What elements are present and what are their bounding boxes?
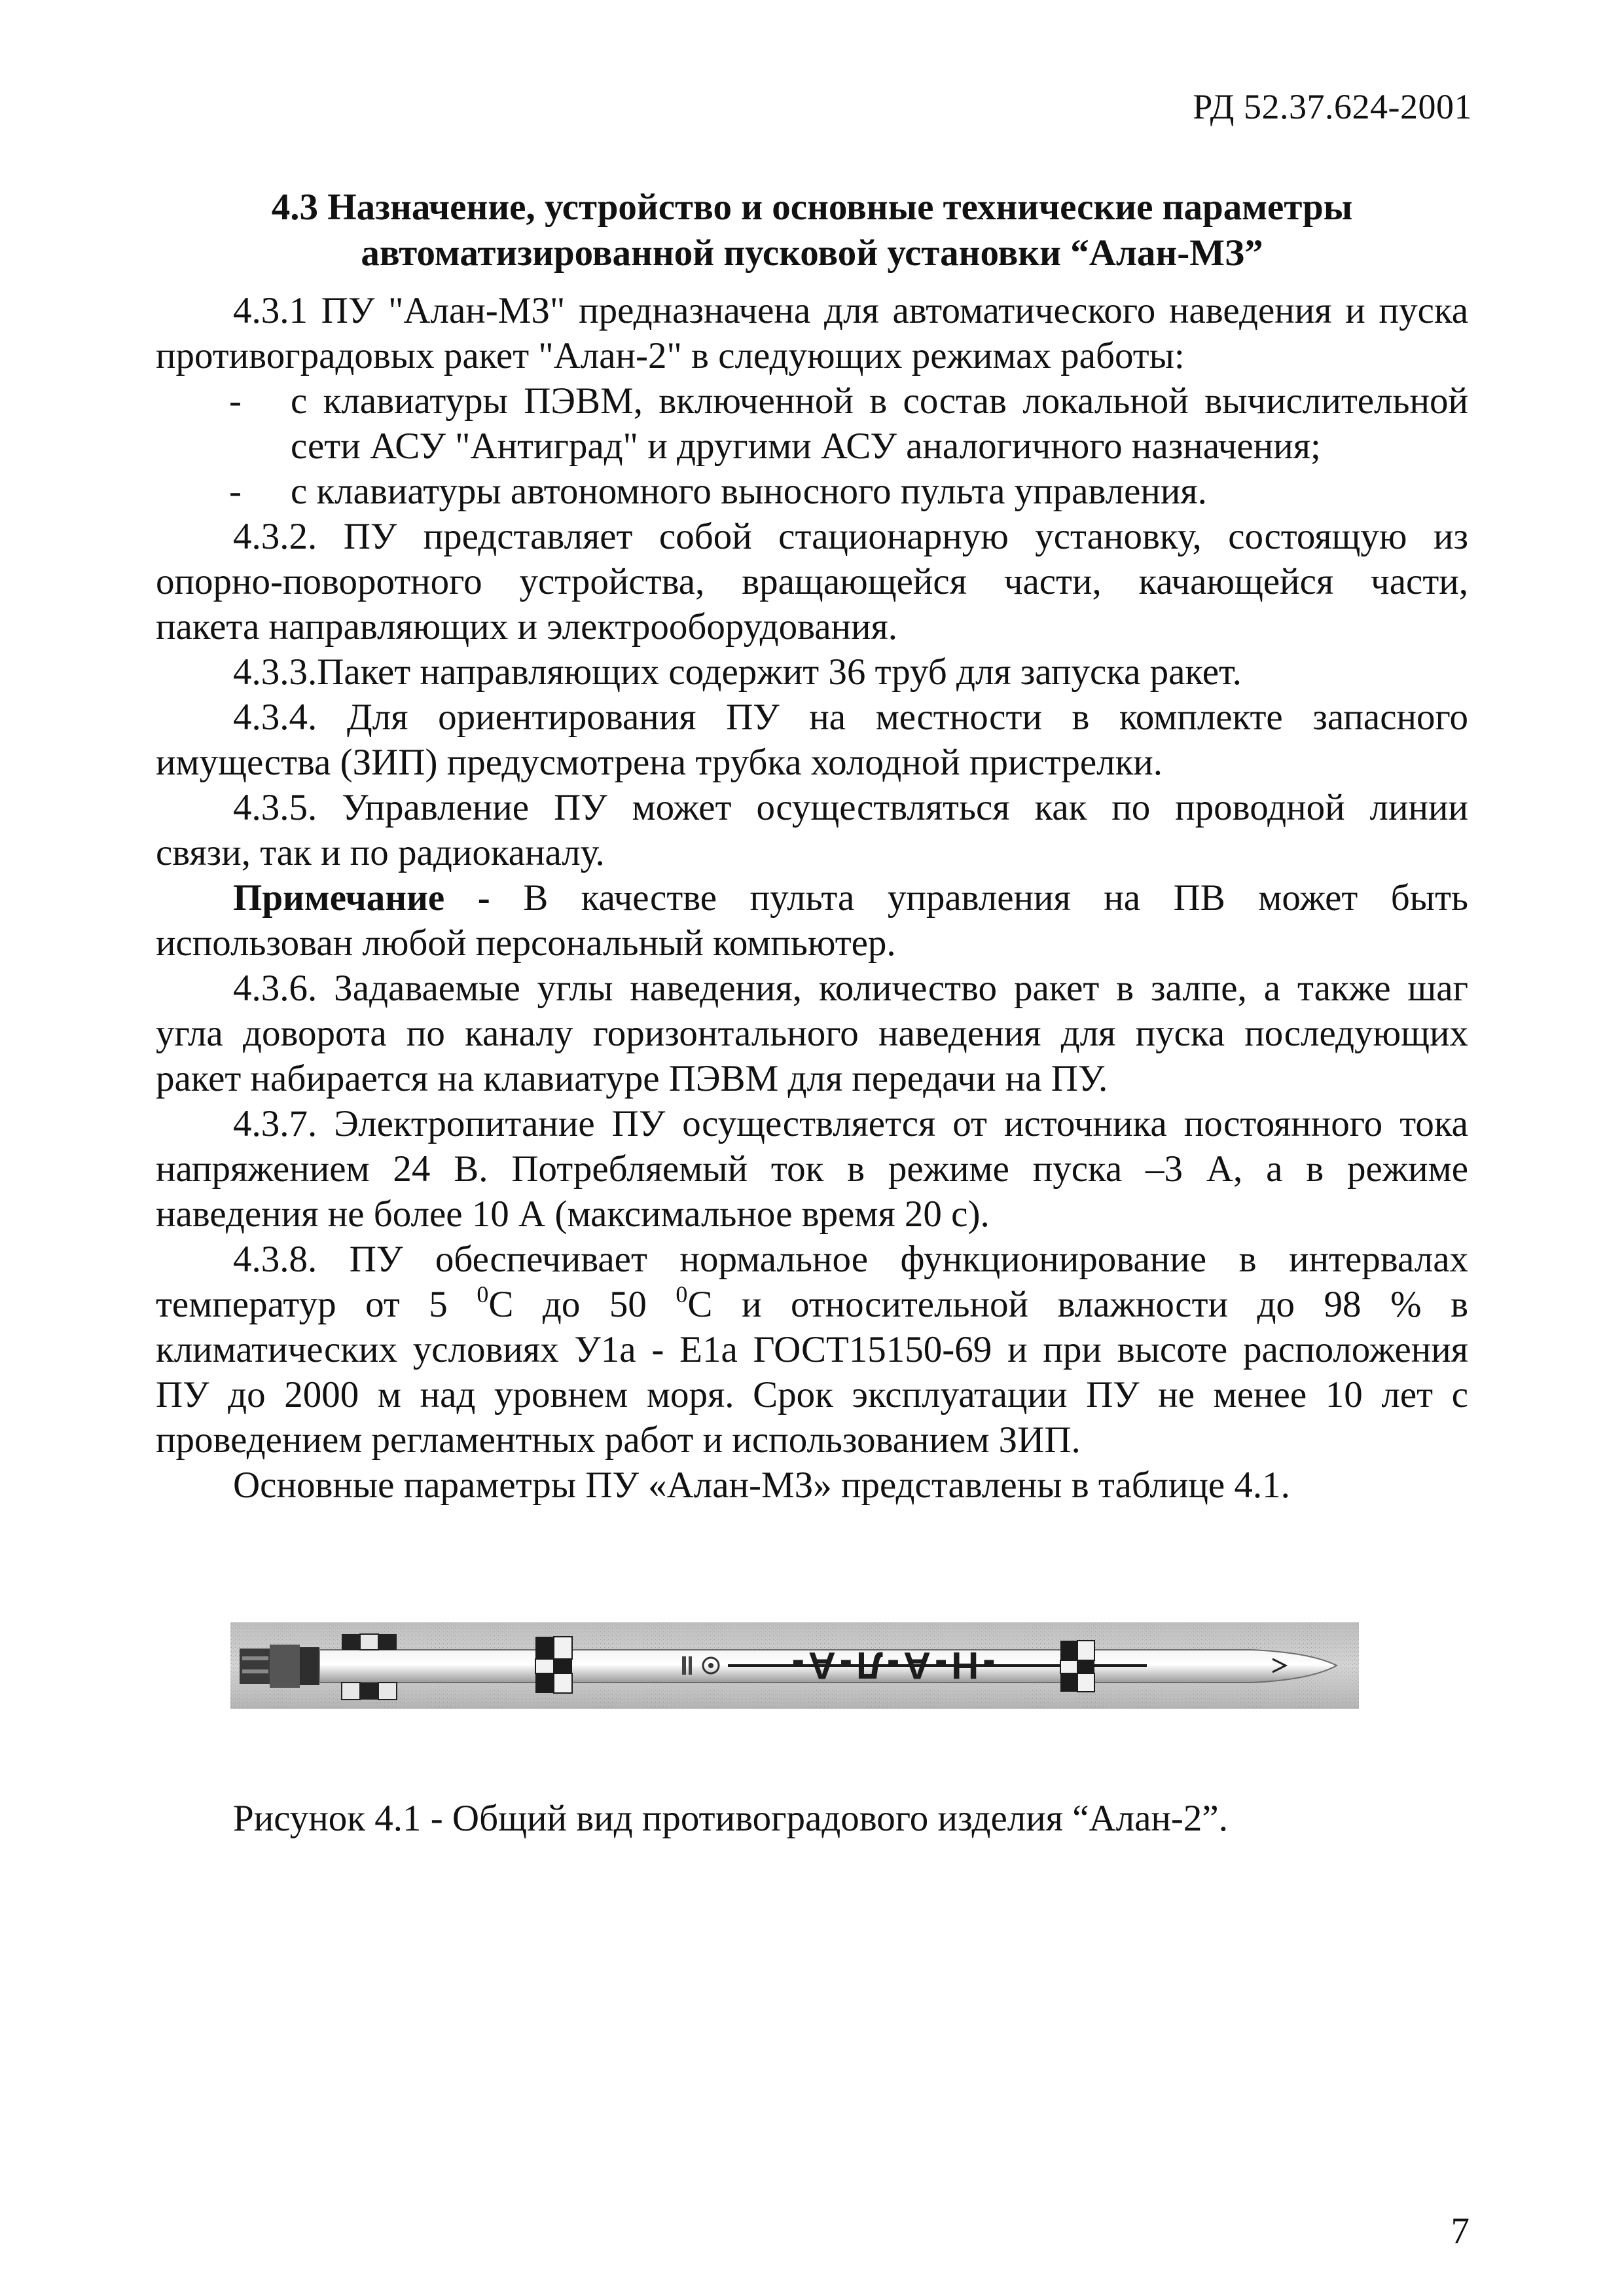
text-line: 4.3.8. ПУ обеспечивает нормальное функционирование в интервалах <box>233 1239 1468 1280</box>
note-paragraph <box>156 875 1468 966</box>
text-line: проведением регламентных работ и использованием ЗИП. <box>156 1419 1081 1461</box>
list-item <box>156 469 1468 514</box>
bullet-dash: - <box>229 380 242 422</box>
text-line: 4.3.6. Задаваемые углы наведения, количество ракет в залпе, а также шаг <box>233 968 1468 1009</box>
paragraph-4-3-4 <box>156 695 1468 785</box>
text-line: с клавиатуры ПЭВМ, включенной в состав локальной вычислительной <box>291 380 1468 422</box>
page-number: 7 <box>1451 2210 1470 2251</box>
note-text: В качестве пульта управления на ПВ может быть <box>523 877 1469 919</box>
text-line: использован любой персональный компьютер. <box>156 922 896 964</box>
body-text <box>156 288 1468 1508</box>
text-fragment: температур от 5 <box>156 1284 477 1325</box>
bullet-dash: - <box>229 471 242 512</box>
text-line: климатических условиях У1а - Е1а ГОСТ15150-69 и при высоте расположения <box>156 1329 1468 1370</box>
text-line: связи, так и по радиоканалу. <box>156 832 605 873</box>
figure-caption: Рисунок 4.1 - Общий вид противоградового изделия “Алан-2”. <box>233 1798 1228 1839</box>
text-fragment: С до 50 <box>488 1284 676 1325</box>
rocket-marking-band-1 <box>535 1637 572 1693</box>
text-line: ПУ до 2000 м над уровнем моря. Срок эксплуатации ПУ не менее 10 лет с <box>156 1374 1468 1415</box>
text-line: опорно-поворотного устройства, вращающейся части, качающейся части, <box>156 561 1468 602</box>
list-item <box>156 378 1468 469</box>
note-label: Примечание - <box>233 877 490 919</box>
rocket-label: -Н-А-Л-А- <box>787 1644 996 1686</box>
text-line: 4.3.4. Для ориентирования ПУ на местности в комплекте запасного <box>233 697 1468 738</box>
text-line: наведения не более 10 А (максимальное время 20 с). <box>156 1194 990 1235</box>
text-line <box>156 875 1468 920</box>
degree-superscript: 0 <box>477 1281 489 1307</box>
text-line: 4.3.3.Пакет направляющих содержит 36 труб для запуска ракет. <box>233 651 1242 693</box>
text-line: 4.3.2. ПУ представляет собой стационарную установку, состоящую из <box>233 516 1468 557</box>
text-line: 4.3.7. Электропитание ПУ осуществляется от источника постоянного тока <box>233 1103 1468 1144</box>
section-title-line-1: 4.3 Назначение, устройство и основные технические параметры <box>271 187 1353 228</box>
paragraph-4-3-7 <box>156 1101 1468 1237</box>
text-line: имущества (ЗИП) предусмотрена трубка холодной пристрелки. <box>156 742 1163 783</box>
text-line: 4.3.1 ПУ "Алан-МЗ" предназначена для автоматического наведения и пуска <box>233 290 1468 331</box>
text-fragment: С и относительной влажности до 98 % в <box>687 1284 1468 1325</box>
text-line: 4.3.5. Управление ПУ может осуществляться как по проводной линии <box>233 787 1468 828</box>
text-line: пакета направляющих и электрооборудования. <box>156 606 898 647</box>
text-line: сети АСУ "Антиград" и другими АСУ аналогичного назначения; <box>291 426 1321 467</box>
text-line: напряжением 24 В. Потребляемый ток в режиме пуска –3 А, а в режиме <box>156 1148 1468 1190</box>
paragraph-4-3-8 <box>156 1237 1468 1463</box>
document-code: РД 52.37.624-2001 <box>1193 87 1472 126</box>
paragraph-4-3-5 <box>156 785 1468 875</box>
text-line <box>156 1282 1468 1327</box>
section-title <box>157 185 1467 276</box>
rocket-marking-band-2 <box>1060 1641 1094 1692</box>
section-title-line-2: автоматизированной пусковой установки “Алан-МЗ” <box>361 232 1263 274</box>
text-line: Основные параметры ПУ «Алан-МЗ» представлены в таблице 4.1. <box>233 1465 1290 1506</box>
paragraph-table-reference <box>156 1463 1468 1508</box>
text-line: противоградовых ракет "Алан-2" в следующих режимах работы: <box>156 335 1185 376</box>
degree-superscript: 0 <box>676 1281 688 1307</box>
text-line: угла доворота по каналу горизонтального наведения для пуска последующих <box>156 1013 1468 1054</box>
paragraph-4-3-3 <box>156 649 1468 695</box>
paragraph-4-3-1 <box>156 288 1468 378</box>
text-line: с клавиатуры автономного выносного пульта управления. <box>291 471 1207 512</box>
rocket-nozzle <box>240 1645 319 1688</box>
rocket-figure <box>230 1622 1359 1709</box>
paragraph-4-3-6 <box>156 966 1468 1101</box>
paragraph-4-3-2 <box>156 514 1468 649</box>
text-line: ракет набирается на клавиатуре ПЭВМ для передачи на ПУ. <box>156 1058 1108 1099</box>
